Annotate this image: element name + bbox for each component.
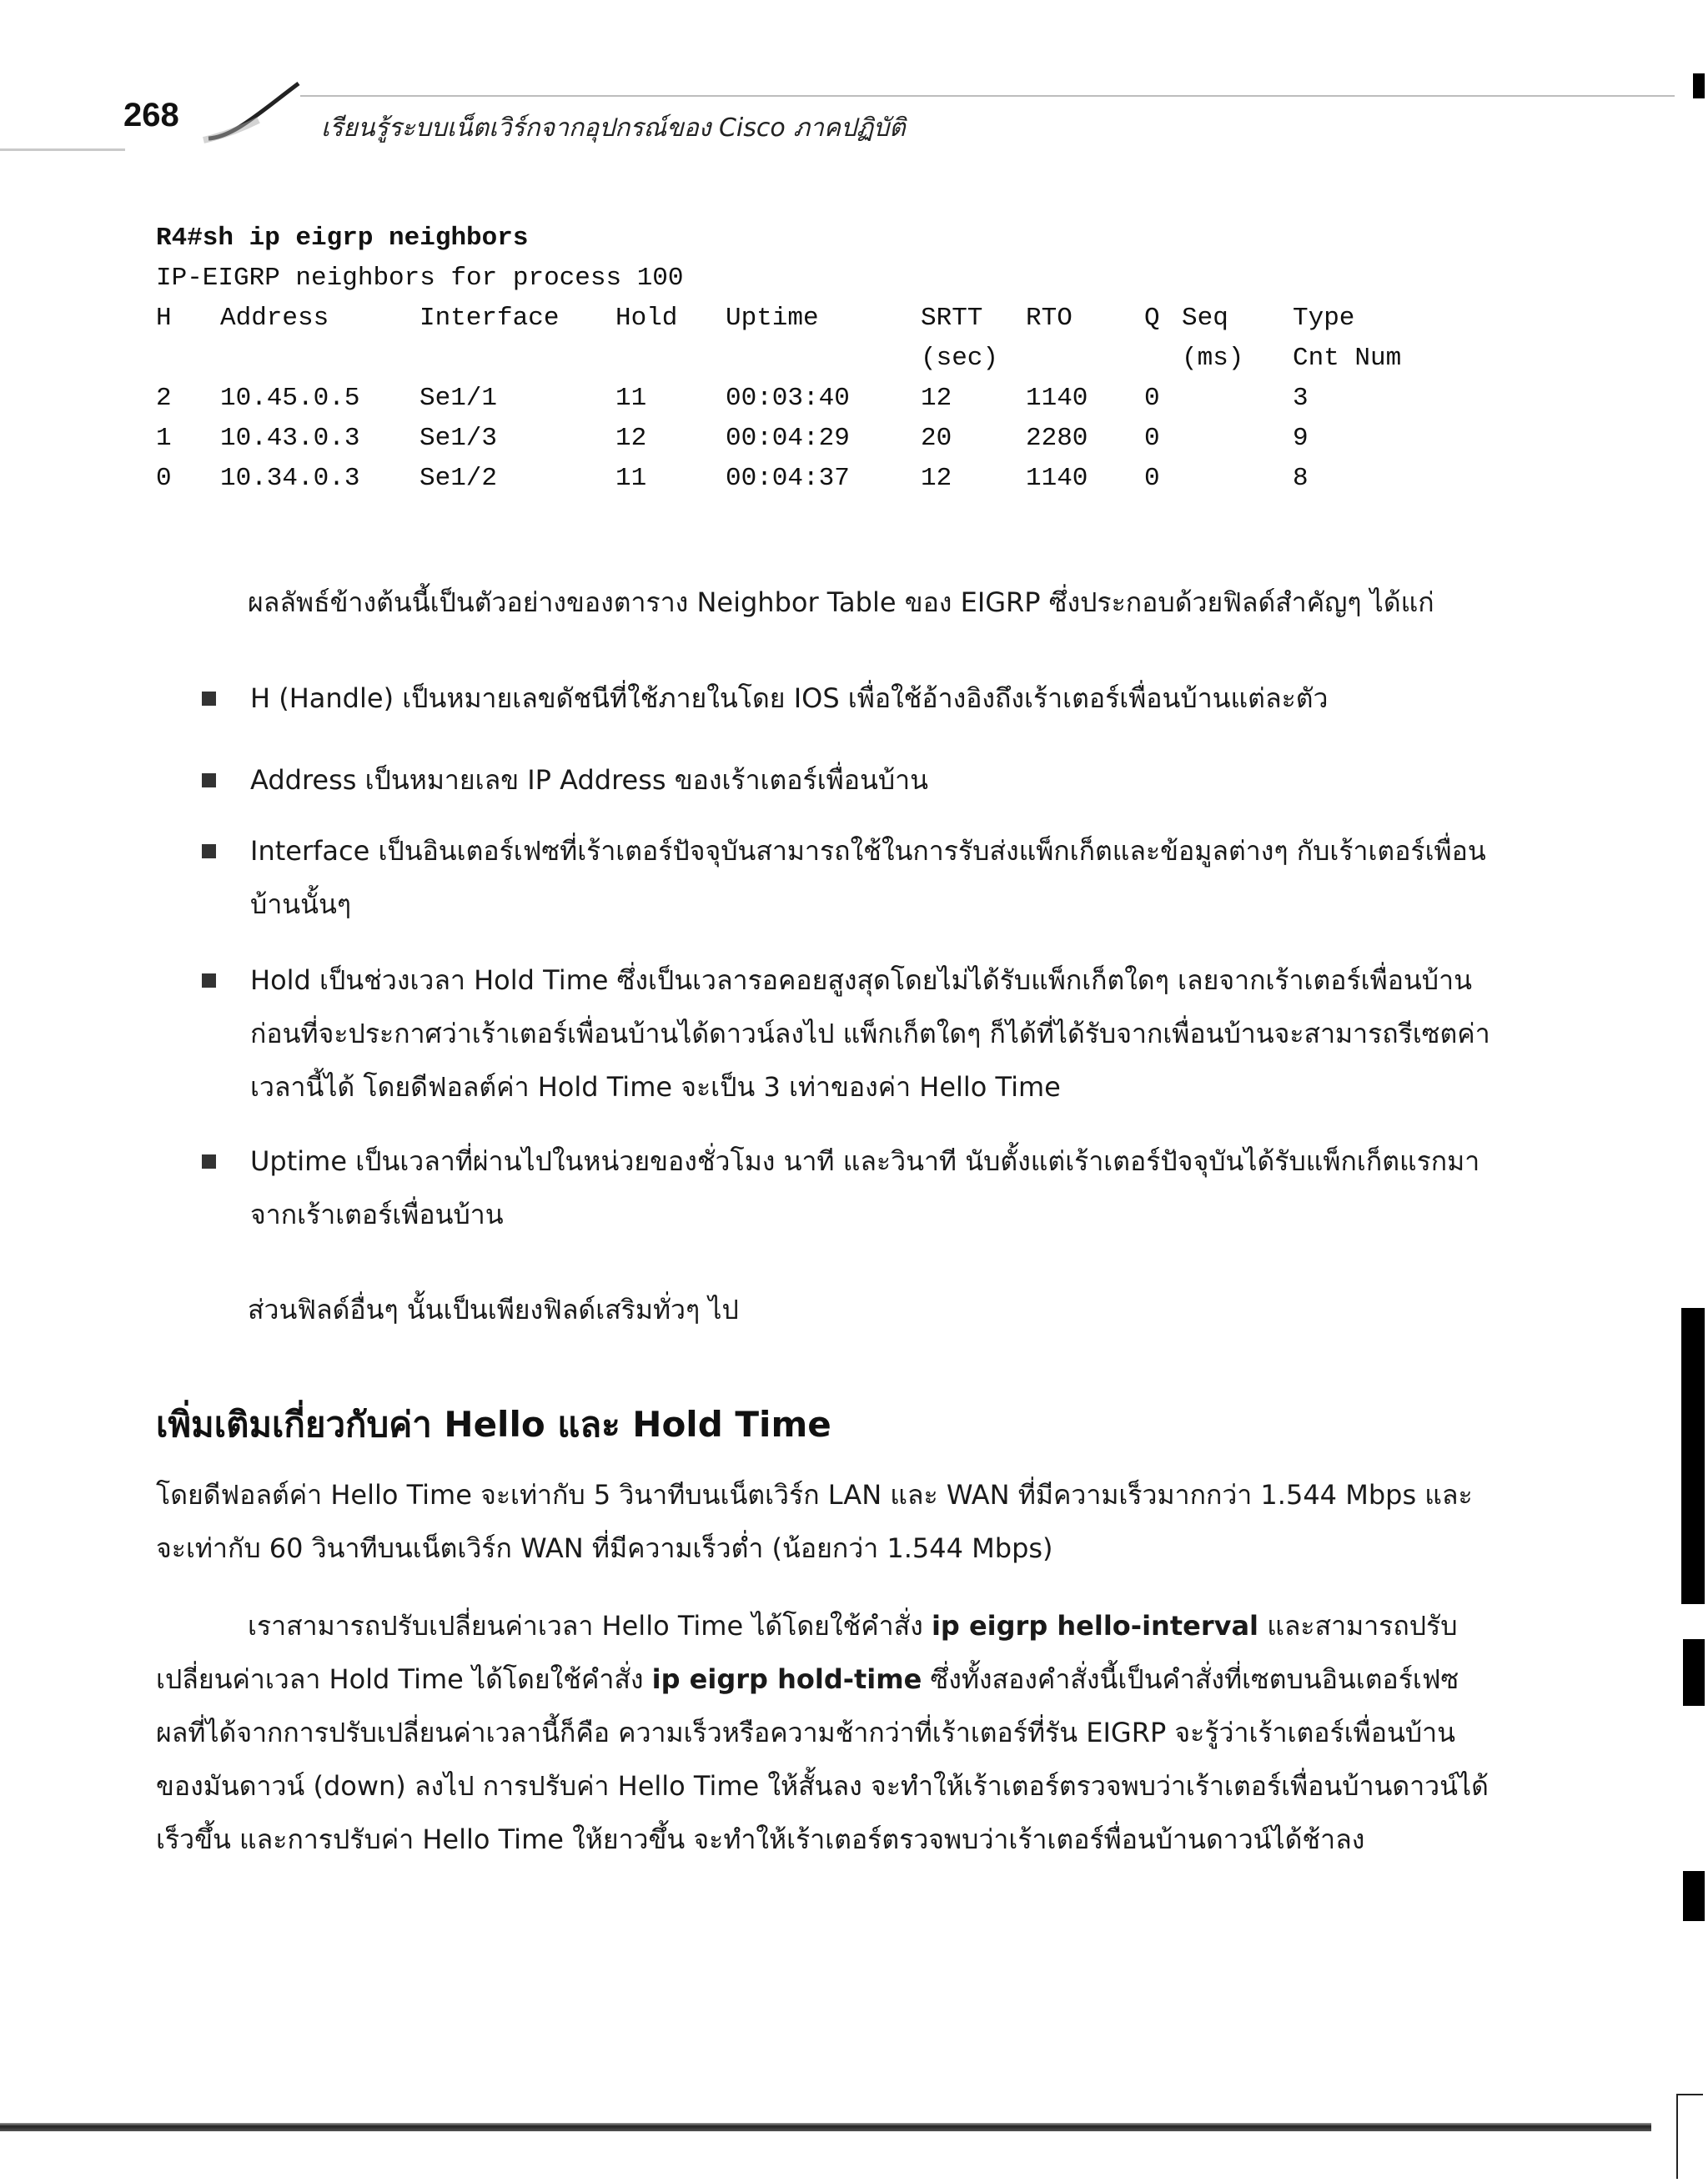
table-header-row [156,299,1457,339]
cell-srtt: 12 [921,384,952,413]
footer-rule [0,2123,1651,2131]
col-h: H [156,304,172,333]
command-hello-interval: ip eigrp hello-interval [931,1610,1259,1642]
hello-default-paragraph: โดยดีฟอลต์ค่า Hello Time จะเท่ากับ 5 วินาทีบนเน็ตเวิร์ก LAN และ WAN ที่มีความเร็วมากกว่า 1.544 Mbps และจะเท่ากับ 60 วินาทีบนเน็ตเวิร์ก WAN ที่มีความเร็วต่ำ (น้อยกว่า 1.544 Mbps) [156,1479,1473,1564]
field-term: Address [250,764,357,796]
cell-srtt: 20 [921,424,952,453]
cell-address: 10.45.0.5 [220,384,360,413]
header-left-rule [0,148,125,151]
unit-type: Cnt Num [1293,344,1402,373]
header-line [300,95,1675,97]
cell-seq: 8 [1293,464,1309,493]
cell-h: 1 [156,424,172,453]
field-description: เป็นช่วงเวลา Hold Time ซึ่งเป็นเวลารอคอยสูงสุดโดยไม่ได้รับแพ็กเก็ตใดๆ เลยจากเร้าเตอร์เพื่อนบ้านก่อนที่จะประกาศว่าเร้าเตอร์เพื่อนบ้านได้ดาวน์ลงไป แพ็กเก็ตใดๆ ก็ได้ที่ได้รับจากเพื่อนบ้านจะสามารถรีเซตค่าเวลานี้ได้ โดยดีฟอลต์ค่า Hold Time จะเป็น 3 เท่าของค่า Hello Time [250,964,1490,1103]
table-row [156,419,1457,459]
field-description: เป็นอินเตอร์เฟซที่เร้าเตอร์ปัจจุบันสามารถใช้ในการรับส่งแพ็กเก็ตและข้อมูลต่างๆ กับเร้าเตอร์เพื่อนบ้านนั้นๆ [250,835,1486,920]
square-bullet-icon [202,973,216,988]
cell-seq: 3 [1293,384,1309,413]
other-fields-paragraph: ส่วนฟิลด์อื่นๆ นั้นเป็นเพียงฟิลด์เสริมทั่วๆ ไป [248,1294,739,1325]
table-row [156,379,1457,419]
table-row [156,459,1457,499]
col-hold: Hold [615,304,678,333]
field-description: เป็นเวลาที่ผ่านไปในหน่วยของชั่วโมง นาที และวินาที นับตั้งแต่เร้าเตอร์ปัจจุบันได้รับแพ็กเก็ตแรกมาจากเร้าเตอร์เพื่อนบ้าน [250,1145,1480,1230]
col-type: Type [1293,304,1355,333]
col-rto: RTO [1026,304,1073,333]
col-interface: Interface [419,304,560,333]
cli-subtitle: IP-EIGRP neighbors for process 100 [156,264,684,293]
cell-q: 0 [1144,384,1160,413]
col-seq: Seq [1182,304,1228,333]
unit-seq: (ms) [1182,344,1244,373]
cell-address: 10.43.0.3 [220,424,360,453]
cell-hold: 11 [615,384,647,413]
list-item [250,1134,1501,1241]
edge-scan-mark [1681,1308,1705,1604]
list-item [250,753,928,807]
field-term: Uptime [250,1145,348,1177]
cell-interface: Se1/3 [419,424,498,453]
field-description: เป็นหมายเลข IP Address ของเร้าเตอร์เพื่อนบ้าน [356,764,928,796]
cell-q: 0 [1144,424,1160,453]
square-bullet-icon [202,692,216,706]
intro-paragraph: ผลลัพธ์ข้างต้นนี้เป็นตัวอย่างของตาราง Neighbor Table ของ EIGRP ซึ่งประกอบด้วยฟิลด์สำคัญๆ ได้แก่ [248,586,1434,618]
cell-interface: Se1/2 [419,464,498,493]
unit-srtt: (sec) [921,344,999,373]
col-srtt: SRTT [921,304,983,333]
field-term: H (Handle) [250,682,394,714]
field-term: Hold [250,964,311,996]
book-title: เรียนรู้ระบบเน็ตเวิร์กจากอุปกรณ์ของ Cisco ภาคปฏิบัติ [321,113,906,143]
header-swoosh-decoration [200,80,309,147]
col-address: Address [220,304,329,333]
field-term: Interface [250,835,370,867]
cell-uptime: 00:04:37 [726,464,850,493]
para-text: ซึ่งทั้งสองคำสั่งนี้เป็นคำสั่งที่เซตบนอินเตอร์เฟซ ผลที่ได้จากการปรับเปลี่ยนค่าเวลานี้ก็คือ ความเร็วหรือความช้ากว่าที่เร้าเตอร์ที่รัน EIGRP จะรู้ว่าเร้าเตอร์เพื่อนบ้านของมันดาวน์ (down) ลงไป การปรับค่า Hello Time ให้สั้นลง จะทำให้เร้าเตอร์ตรวจพบว่าเร้าเตอร์เพื่อนบ้านดาวน์ได้เร็วขึ้น และการปรับค่า Hello Time ให้ยาวขึ้น จะทำให้เร้าเตอร์ตรวจพบว่าเร้าเตอร์พื่อนบ้านดาวน์ได้ช้าลง [156,1663,1489,1855]
list-item [250,953,1501,1114]
cell-hold: 11 [615,464,647,493]
cell-h: 2 [156,384,172,413]
square-bullet-icon [202,773,216,787]
edge-scan-mark [1693,73,1705,98]
cell-hold: 12 [615,424,647,453]
command-hold-time: ip eigrp hold-time [651,1663,922,1695]
hello-adjust-paragraph [156,1599,1490,1866]
table-units-row [156,339,1457,379]
para-text: และสามารถปรับเปลี่ยนค่าเวลา Hold Time ได้โดยใช้คำสั่ง [156,1610,1458,1695]
section-heading: เพิ่มเติมเกี่ยวกับค่า Hello และ Hold Time [156,1403,831,1445]
list-item [250,671,1329,725]
edge-scan-mark [1683,1871,1705,1921]
cli-command: R4#sh ip eigrp neighbors [156,224,529,253]
cell-rto: 1140 [1026,384,1088,413]
col-uptime: Uptime [726,304,819,333]
cell-uptime: 00:03:40 [726,384,850,413]
square-bullet-icon [202,844,216,858]
cell-srtt: 12 [921,464,952,493]
cell-uptime: 00:04:29 [726,424,850,453]
field-description: เป็นหมายเลขดัชนีที่ใช้ภายในโดย IOS เพื่อใช้อ้างอิงถึงเร้าเตอร์เพื่อนบ้านแต่ละตัว [394,682,1329,714]
cell-rto: 2280 [1026,424,1088,453]
cell-address: 10.34.0.3 [220,464,360,493]
square-bullet-icon [202,1154,216,1169]
corner-crop-mark [1676,2094,1703,2179]
edge-scan-mark [1683,1639,1705,1706]
cell-h: 0 [156,464,172,493]
cell-q: 0 [1144,464,1160,493]
cell-interface: Se1/1 [419,384,498,413]
list-item [250,824,1501,931]
neighbor-table [156,299,1457,499]
para-text: เราสามารถปรับเปลี่ยนค่าเวลา Hello Time ได้โดยใช้คำสั่ง [248,1610,932,1642]
cli-output [156,219,684,299]
cell-rto: 1140 [1026,464,1088,493]
page-number: 268 [123,97,179,133]
col-q: Q [1144,304,1160,333]
cell-seq: 9 [1293,424,1309,453]
